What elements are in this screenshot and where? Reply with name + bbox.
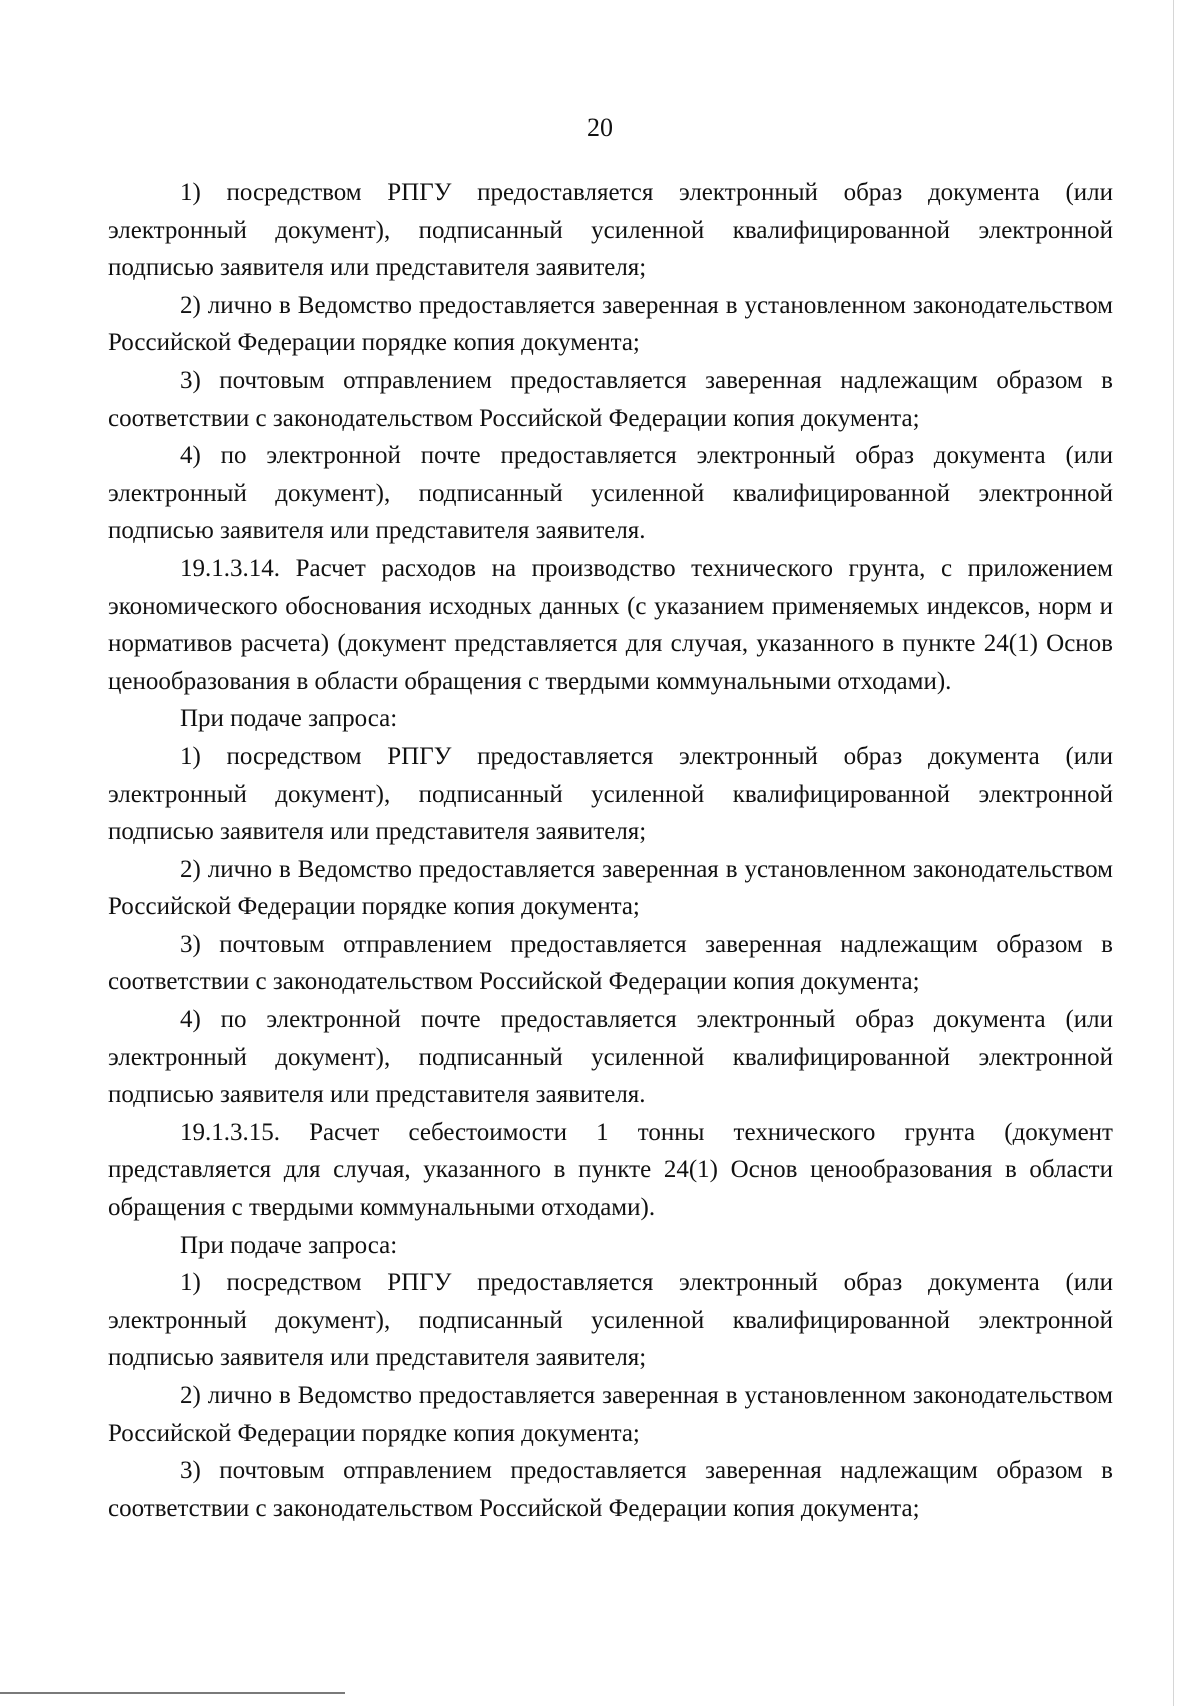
paragraph-submission-rpgu: 1) посредством РПГУ предоставляется электронный образ документа (или электронный документ), подписанный усиленной квалифицированной электронной подписью заявителя или представителя заявителя; [108, 179, 1113, 282]
paragraph-submission-in-person: 2) лично в Ведомство предоставляется заверенная в установленном законодательством Российской Федерации порядке копия документа; [108, 855, 1113, 921]
page-number: 20 [587, 113, 613, 142]
paragraph-submission-email: 4) по электронной почте предоставляется электронный образ документа (или электронный документ), подписанный усиленной квалифицированной электронной подписью заявителя или представителя заявителя. [108, 1006, 1113, 1109]
paragraph-submission-email: 4) по электронной почте предоставляется электронный образ документа (или электронный документ), подписанный усиленной квалифицированной электронной подписью заявителя или представителя заявителя. [108, 442, 1113, 545]
paragraph-item-19-1-3-14: 19.1.3.14. Расчет расходов на производство технического грунта, с приложением экономического обоснования исходных данных (с указанием применяемых индексов, норм и нормативов расчета) (документ представляется для случая, указанного в пункте 24(1) Основ ценообразования в области обращения с твердыми коммунальными отходами). [108, 554, 1113, 695]
paragraph-request-intro: При подаче запроса: [180, 1231, 398, 1259]
paragraph-submission-mail: 3) почтовым отправлением предоставляется заверенная надлежащим образом в соответствии с законодательством Российской Федерации копия документа; [108, 366, 1113, 432]
scan-bottom-line [0, 1692, 345, 1694]
paragraph-item-19-1-3-15: 19.1.3.15. Расчет себестоимости 1 тонны технического грунта (документ представляется для случая, указанного в пункте 24(1) Основ ценообразования в области обращения с твердыми коммунальными отходами). [108, 1118, 1113, 1222]
paragraph-submission-in-person: 2) лично в Ведомство предоставляется заверенная в установленном законодательством Российской Федерации порядке копия документа; [108, 1382, 1113, 1447]
paragraph-submission-rpgu: 1) посредством РПГУ предоставляется электронный образ документа (или электронный документ), подписанный усиленной квалифицированной электронной подписью заявителя или представителя заявителя; [108, 1269, 1113, 1372]
paragraph-submission-mail: 3) почтовым отправлением предоставляется заверенная надлежащим образом в соответствии с законодательством Российской Федерации копия документа; [108, 1457, 1113, 1522]
document-body [108, 174, 1113, 1527]
paragraph-submission-in-person: 2) лично в Ведомство предоставляется заверенная в установленном законодательством Российской Федерации порядке копия документа; [108, 291, 1113, 357]
paragraph-submission-rpgu: 1) посредством РПГУ предоставляется электронный образ документа (или электронный документ), подписанный усиленной квалифицированной электронной подписью заявителя или представителя заявителя; [108, 742, 1113, 846]
scan-edge-line [1173, 0, 1174, 1706]
paragraph-request-intro: При подаче запроса: [180, 705, 398, 733]
paragraph-submission-mail: 3) почтовым отправлением предоставляется заверенная надлежащим образом в соответствии с законодательством Российской Федерации копия документа; [108, 930, 1113, 996]
